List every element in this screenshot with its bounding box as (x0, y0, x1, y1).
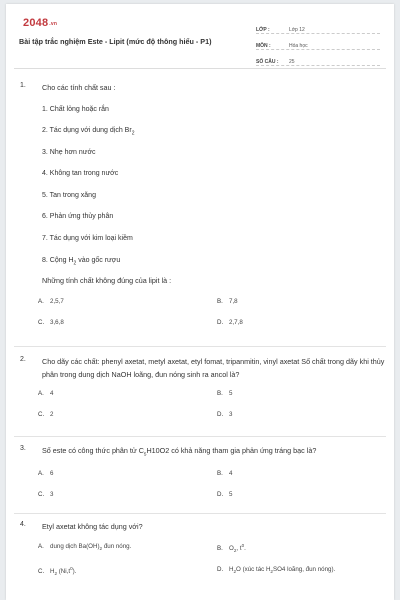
meta-value: Hóa học (289, 43, 308, 49)
question-divider (14, 346, 386, 347)
option-d[interactable]: D. 2,7,8 (217, 318, 243, 326)
question-number: 1. (20, 82, 26, 89)
option-a[interactable]: A. 4 (38, 390, 54, 397)
list-item: 8. Cộng $H_2$ vào gốc rượu (42, 256, 121, 267)
list-item: 7. Tác dụng với kim loại kiềm (42, 235, 133, 243)
option-b[interactable]: B. 7,8 (217, 297, 238, 305)
header-divider (14, 68, 386, 69)
option-b[interactable]: B. 4 (217, 469, 233, 477)
option-a[interactable]: A. 2,5,7 (38, 297, 64, 305)
option-a[interactable]: A. 6 (38, 469, 54, 477)
meta-row-subject (256, 34, 380, 50)
list-item: 1. Chất lỏng hoặc rắn (42, 105, 109, 113)
question-prompt: Những tính chất không đúng của lipit là : (42, 276, 172, 286)
question-number: 4. (20, 521, 26, 528)
meta-table (256, 18, 380, 66)
option-d[interactable]: D. $H_2O$ (xúc tác $H_2SO4$ loãng, đun nóng). (217, 565, 336, 574)
list-item: 5. Tan trong xăng (42, 191, 96, 199)
meta-label: LỚP : (256, 27, 270, 33)
meta-label: SỐ CÂU : (256, 59, 279, 65)
meta-row-count (256, 50, 380, 66)
question-text: Số este có công thức phân tử $C_5H10O2$ có khả năng tham gia phản ứng tráng bạc là? (42, 446, 317, 457)
question-text: Etyl axetat không tác dụng với? (42, 522, 143, 531)
question-1 (20, 82, 386, 338)
option-c[interactable]: C. 3,6,8 (38, 318, 64, 326)
statement-list (42, 104, 386, 277)
question-divider (14, 436, 386, 437)
list-item: 3. Nhẹ hơn nước (42, 148, 96, 156)
question-number: 2. (20, 356, 26, 363)
document-header (6, 4, 394, 68)
list-item: 2. Tác dụng với dung dịch $Br_2$ (42, 127, 135, 137)
option-b[interactable]: B. 5 (217, 390, 233, 397)
option-c[interactable]: C. 2 (38, 411, 54, 418)
meta-label: MÔN : (256, 43, 271, 49)
answer-options (38, 543, 386, 583)
option-c[interactable]: C. 3 (38, 490, 54, 498)
document-page (6, 4, 394, 600)
option-b[interactable]: B. $O_2$, $t^0$. (217, 542, 246, 553)
answer-options (38, 390, 386, 430)
question-text: Cho các tính chất sau : (42, 83, 116, 92)
question-text: Cho dãy các chất: phenyl axetat, metyl axetat, etyl fomat, tripanmitin, vinyl axetat Số chất trong dãy khi thủy phân trong dung dịch NaOH loãng, đun nóng sinh ra ancol là? (42, 357, 385, 379)
list-item: 6. Phản ứng thủy phân (42, 213, 114, 221)
list-item: 4. Không tan trong nước (42, 170, 119, 178)
meta-row-class (256, 18, 380, 34)
question-number: 3. (20, 445, 26, 452)
question-3 (20, 445, 386, 510)
option-d[interactable]: D. 5 (217, 490, 233, 498)
meta-value: 25 (289, 59, 295, 65)
option-c[interactable]: C. $H_2$ $(Ni,t^0)$. (38, 565, 77, 576)
document-title: Bài tập trắc nghiệm Este - Lipit (mức độ thông hiểu - P1) (19, 37, 212, 46)
question-4 (20, 521, 386, 583)
option-a[interactable]: A. dung dịch $Ba(OH)_2$ đun nóng. (38, 542, 132, 551)
question-divider (14, 513, 386, 514)
question-2 (20, 356, 386, 430)
answer-options (38, 298, 386, 338)
site-logo[interactable]: $2048_{.vn}$ (23, 17, 58, 29)
answer-options (38, 470, 386, 510)
option-d[interactable]: D. 3 (217, 411, 233, 418)
meta-value: Lớp 12 (289, 27, 305, 33)
